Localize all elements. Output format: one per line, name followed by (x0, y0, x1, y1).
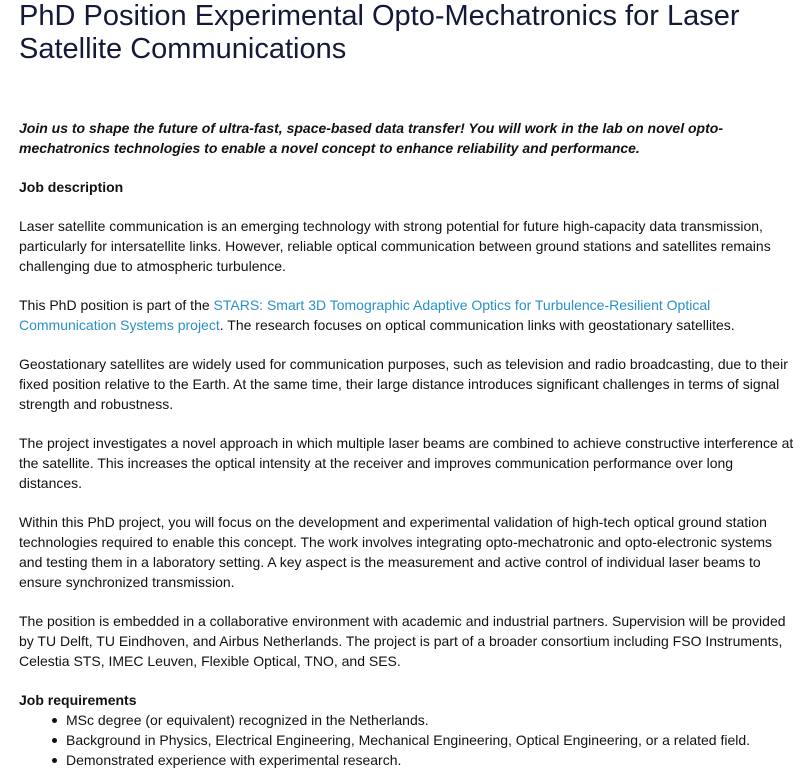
page-title: PhD Position Experimental Opto-Mechatronics for Laser Satellite Communications (19, 0, 740, 65)
bullet-icon (52, 718, 57, 723)
job-requirements-heading: Job requirements (19, 692, 137, 708)
bullet-icon (52, 758, 57, 763)
job-description-heading: Job description (19, 179, 124, 195)
description-paragraph-1: Laser satellite communication is an emerging technology with strong potential for future high-capacity data transmission, particularly for intersatellite links. However, reliable optical communication between ground stations and satellites remains challenging due to atmospheric turbulence. (19, 218, 771, 274)
requirement-text: Demonstrated experience with experimental research. (66, 752, 402, 768)
description-paragraph-5: Within this PhD project, you will focus on the development and experimental validation of high-tech optical ground station technologies required to enable this concept. The work involves integrating opto-mechatronic and opto-electronic systems and testing them in a laboratory setting. A key aspect is the measurement and active control of individual laser beams to ensure synchronized transmission. (19, 514, 773, 590)
list-item (66, 750, 794, 770)
job-content (19, 118, 794, 770)
description-paragraph-6: The position is embedded in a collaborative environment with academic and industrial partners. Supervision will be provided by TU Delft, TU Eindhoven, and Airbus Netherlands. The project is part of a broader consortium including FSO Instruments, Celestia STS, IMEC Leuven, Flexible Optical, TNO, and SES. (19, 613, 786, 669)
intro-text: Join us to shape the future of ultra-fast, space-based data transfer! You will work in the lab on novel opto-mechatronics technologies to enable a novel concept to enhance reliability and performance. (19, 120, 723, 156)
bullet-icon (52, 738, 57, 743)
requirement-text: MSc degree (or equivalent) recognized in the Netherlands. (66, 712, 429, 728)
list-item (66, 710, 794, 730)
description-paragraph-2 (19, 295, 794, 335)
requirements-list (19, 710, 794, 770)
description-paragraph-4: The project investigates a novel approach in which multiple laser beams are combined to achieve constructive interference at the satellite. This increases the optical intensity at the receiver and improves communication performance over long distances. (19, 435, 794, 491)
list-item (66, 730, 794, 750)
stars-project-link[interactable]: STARS: Smart 3D Tomographic Adaptive Optics for Turbulence-Resilient Optical Communication Systems project (19, 297, 711, 333)
description-paragraph-3: Geostationary satellites are widely used for communication purposes, such as television and radio broadcasting, due to their fixed position relative to the Earth. At the same time, their large distance introduces significant challenges in terms of signal strength and robustness. (19, 356, 788, 412)
paragraph-2-suffix: . The research focuses on optical communication links with geostationary satellites. (219, 317, 735, 333)
requirement-text: Background in Physics, Electrical Engineering, Mechanical Engineering, Optical Engineering, or a related field. (66, 732, 751, 748)
paragraph-2-prefix: This PhD position is part of the (19, 297, 214, 313)
